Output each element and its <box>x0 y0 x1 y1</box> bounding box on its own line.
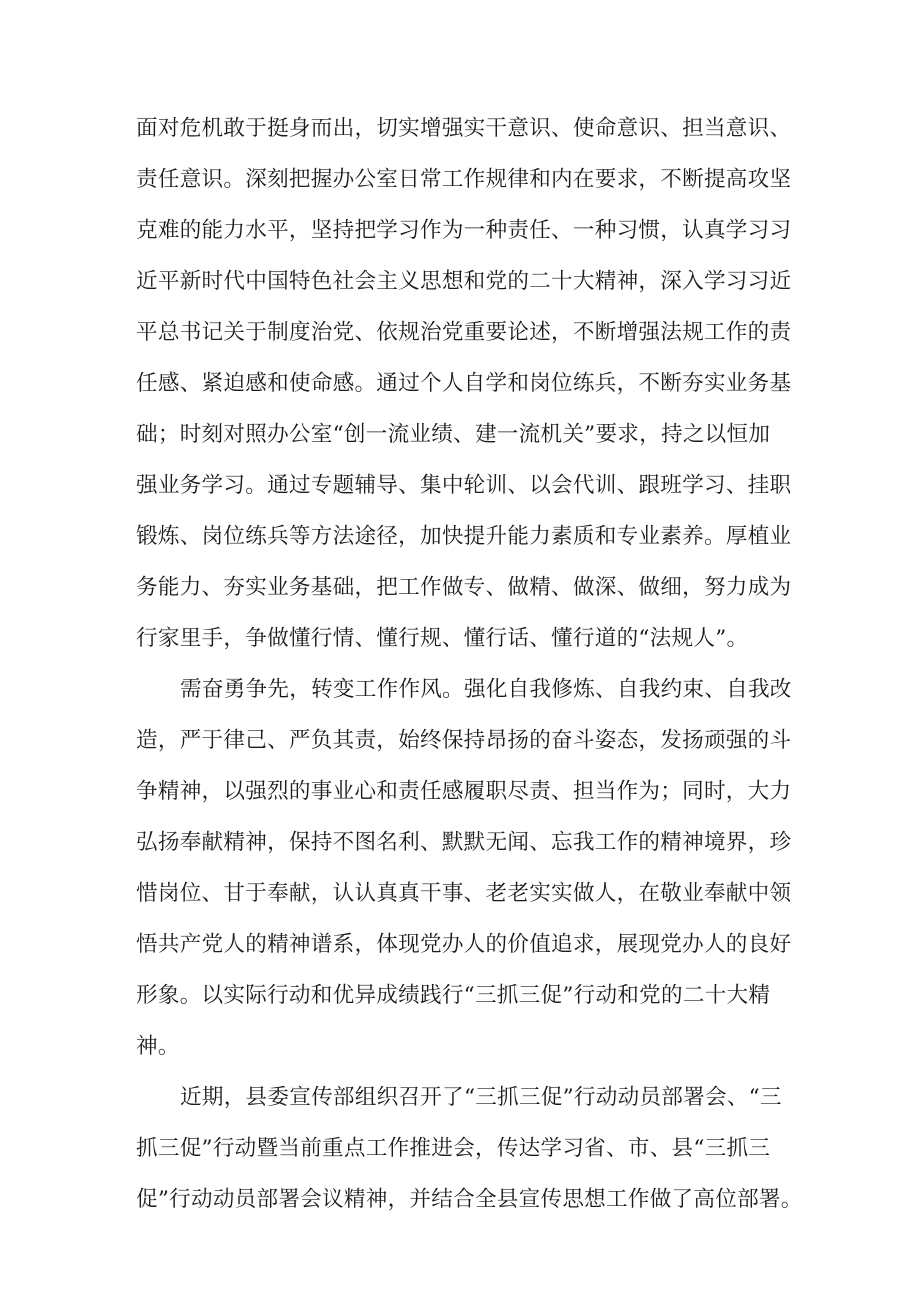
text-line: 神。 <box>136 1034 180 1059</box>
text-line: 锻炼、岗位练兵等方法途径，加快提升能力素质和专业素养。厚植业 <box>136 524 792 549</box>
text-line: 造，严于律己、严负其责，始终保持昂扬的奋斗姿态，发扬顽强的斗 <box>136 728 792 753</box>
text-line: 形象。以实际行动和优异成绩践行“三抓三促”行动和党的二十大精 <box>136 983 771 1008</box>
text-line: 务能力、夯实业务基础，把工作做专、做精、做深、做细，努力成为 <box>136 575 792 600</box>
text-line: 平总书记关于制度治党、依规治党重要论述，不断增强法规工作的责 <box>136 320 792 345</box>
text-line: 础；时刻对照办公室“创一流业绩、建一流机关”要求，持之以恒加 <box>136 422 771 447</box>
paragraph-first-line: 近期，县委宣传部组织召开了“三抓三促”行动动员部署会、“三 <box>180 1085 782 1110</box>
text-line: 强业务学习。通过专题辅导、集中轮训、以会代训、跟班学习、挂职 <box>136 473 792 498</box>
text-line: 责任意识。深刻把握办公室日常工作规律和内在要求，不断提高攻坚 <box>136 167 792 192</box>
text-line: 克难的能力水平，坚持把学习作为一种责任、一种习惯，认真学习习 <box>136 218 792 243</box>
text-line: 抓三促”行动暨当前重点工作推进会，传达学习省、市、县“三抓三 <box>136 1136 771 1161</box>
text-line: 行家里手，争做懂行情、懂行规、懂行话、懂行道的“法规人”。 <box>136 626 749 651</box>
text-line: 弘扬奉献精神，保持不图名利、默默无闻、忘我工作的精神境界，珍 <box>136 830 792 855</box>
text-line: 近平新时代中国特色社会主义思想和党的二十大精神，深入学习习近 <box>136 269 792 294</box>
text-line: 争精神，以强烈的事业心和责任感履职尽责、担当作为；同时，大力 <box>136 779 792 804</box>
paragraph-first-line: 需奋勇争先，转变工作作风。强化自我修炼、自我约束、自我改 <box>180 677 792 702</box>
text-line: 悟共产党人的精神谱系，体现党办人的价值追求，展现党办人的良好 <box>136 932 792 957</box>
text-line: 任感、紧迫感和使命感。通过个人自学和岗位练兵，不断夯实业务基 <box>136 371 792 396</box>
text-line: 面对危机敢于挺身而出，切实增强实干意识、使命意识、担当意识、 <box>136 116 792 141</box>
text-line: 促”行动动员部署会议精神，并结合全县宣传思想工作做了高位部署。 <box>136 1187 803 1212</box>
text-line: 惜岗位、甘于奉献，认认真真干事、老老实实做人，在敬业奉献中领 <box>136 881 792 906</box>
